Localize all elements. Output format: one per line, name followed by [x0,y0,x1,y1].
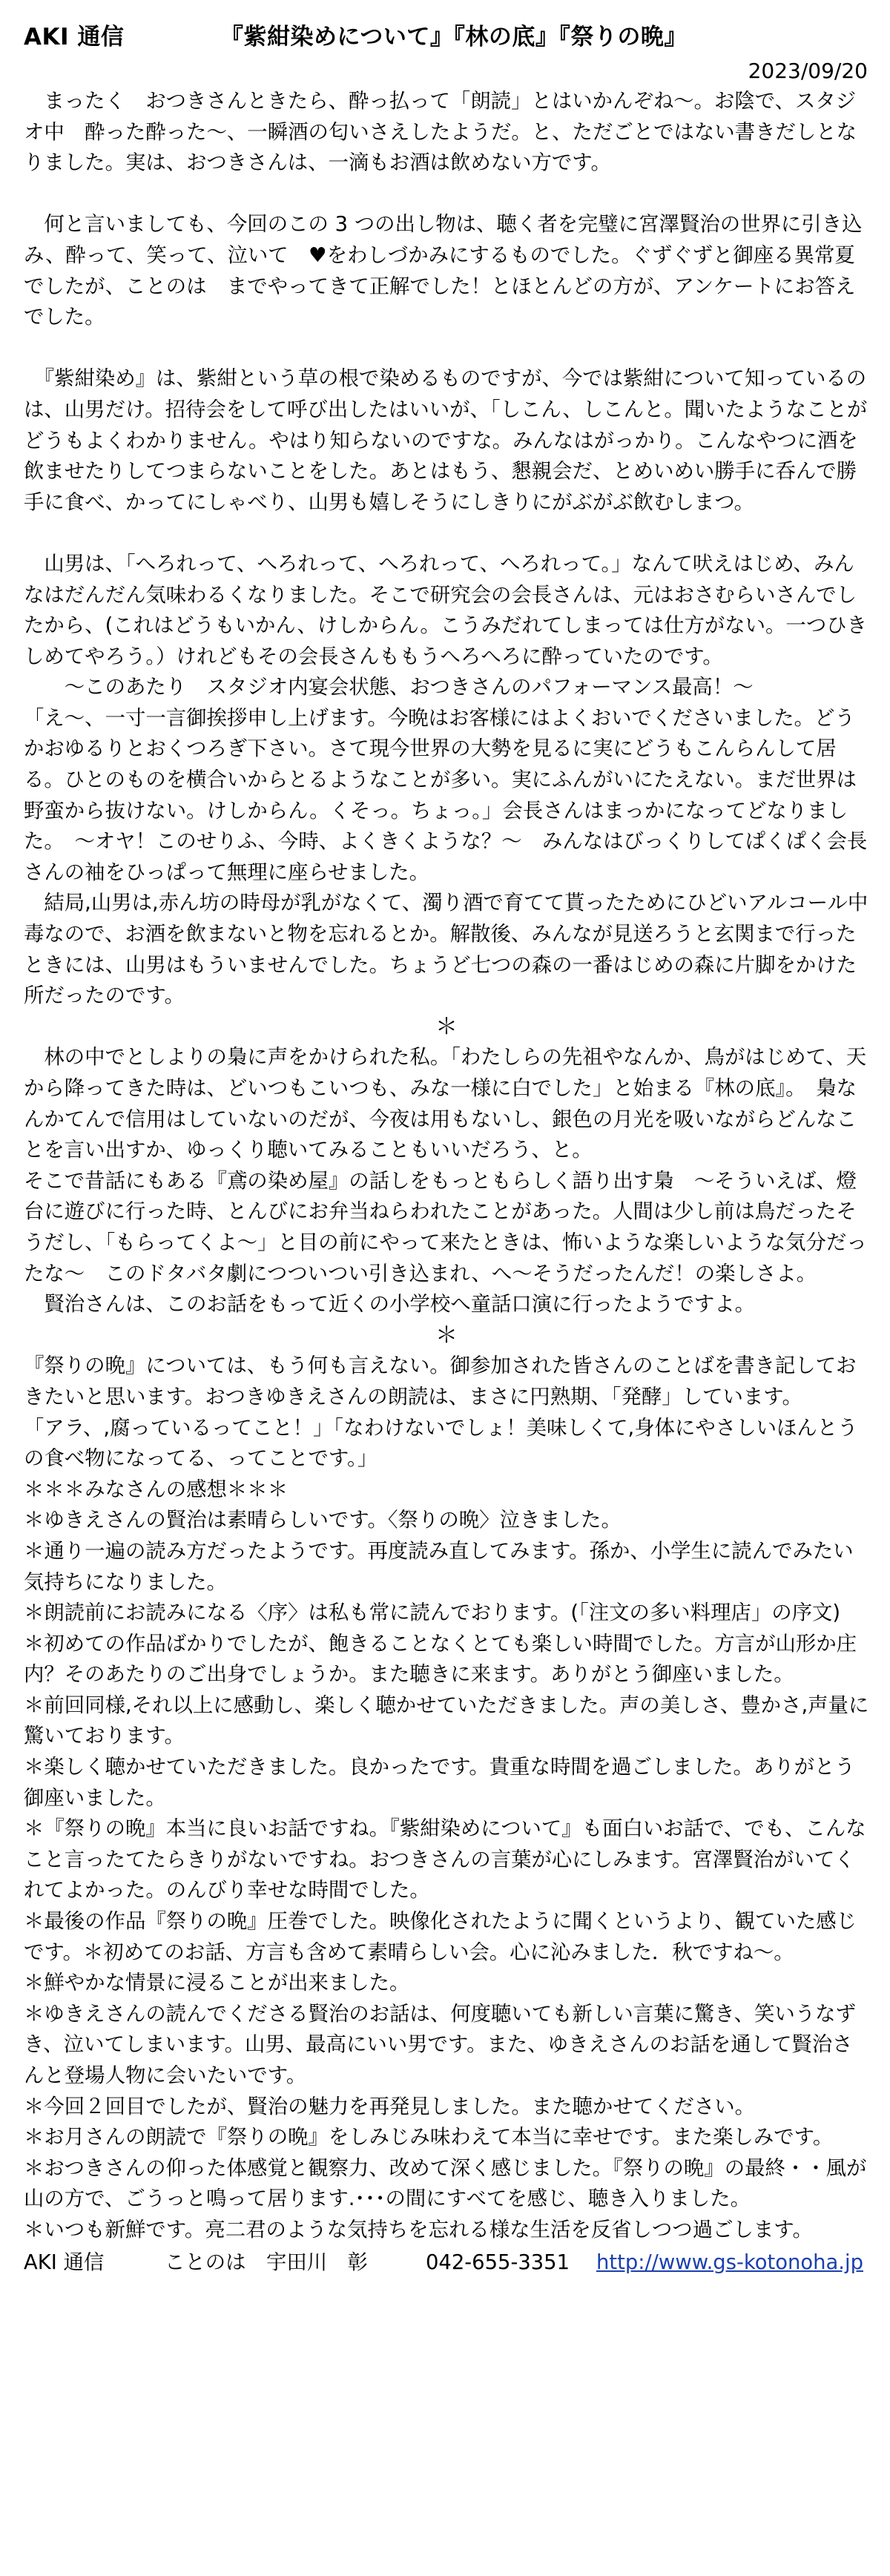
paragraph-kenji-school: 賢治さんは、このお話をもって近くの小学校へ童話口演に行ったようですよ。 [24,1293,756,1317]
paragraph-shikonzome: 『紫紺染め』は、紫紺という草の根で染めるものですが、今では紫紺について知っているのは、山男だけ。招待会をして呼び出したはいいが、「しこん、しこんと。聞いたようなことがどうもよくわかりません。やはり知らないのですな。みんなはがっかり。こんなやつに酒を飲ませたりしてつまらないことをした。あとはもう、懇親会だ、とめいめい勝手に呑んで勝手に食べ、かってにしゃべり、山男も嬉しそうにしきりにがぶがぶ飲むしまつ。 [24,367,868,514]
newsletter-title: 『紫紺染めについて』『林の底』『祭りの晩』 [220,24,688,50]
issue-date: 2023/09/20 [748,59,868,83]
paragraph-conclusion: 結局,山男は,赤ん坊の時母が乳がなくて、濁り酒で育てて貰ったためにひどいアルコール中毒なので、お酒を飲まないと物を忘れるとか。解散後、みんなが見送ろうと玄関まで行ったときには、山男はもういませんでした。ちょうど七つの森の一番はじめの森に片脚をかけた所だったのです。 [24,892,868,1008]
impression-item: ＊通り一遍の読み方だったようです。再度読み直してみます。孫か、小学生に読んでみたい気持ちになりました。 [24,1539,854,1594]
paragraph-quote: 「アラ、,腐っているってこと！」「なわけないでしょ！美味しくて,身体にやさしいほんとうの食べ物になってる、ってことです。」 [24,1416,858,1471]
paragraph-hayashi-no-soko: 林の中でとしよりの梟に声をかけられた私。「わたしらの先祖やなんか、鳥がはじめて、天から降ってきた時は、どいつもこいつも、みな一様に白でした」と始まる『林の底』。 梟なんかてんで信用はしていないのだが、今夜は用もないし、銀色の月光を吸いながらどんなことを言い出すか、ゆっくり聴いてみることもいいだろう、と。 [24,1046,867,1162]
impression-item: ＊ゆきえさんの読んでくださる賢治のお話は、何度聴いても新しい言葉に驚き、笑いうなずき、泣いてしまいます。山男、最高にいい男です。また、ゆきえさんのお話を通して賢治さんと登場人物に会いたいです。 [24,2002,856,2087]
impression-item: ＊ゆきえさんの賢治は素晴らしいです。〈祭りの晩〉泣きました。 [24,1509,622,1532]
footer-org: AKI 通信 [24,2250,105,2274]
impressions-heading: ＊＊＊みなさんの感想＊＊＊ [24,1478,289,1501]
impression-item: ＊『祭りの晩』本当に良いお話ですね。『紫紺染めについて』も面白いお話で、でも、こんなこと言ったてたらきりがないですね。おつきさんの言葉が心にしみます。宮澤賢治がいてくれてよかった。のんびり幸せな時間でした。 [24,1817,866,1903]
paragraph-studio-note: 〜このあたり スタジオ内宴会状態、おつきさんのパフォーマンス最高！〜 [24,676,754,699]
impression-item: ＊今回２回目でしたが、賢治の魅力を再発見しました。また聴かせてください。 [24,2095,756,2118]
paragraph-yamaotoko: 山男は、「へろれって、へろれって、へろれって、へろれって。」なんて吠えはじめ、みんなはだんだん気味わるくなりました。そこで研究会の会長さんは、元はおさむらいさんでしたから、(これはどうもいかん、けしからん。こうみだれてしまっては仕方がない。一つひきしめてやろう。）けれどもその会長さんももうへろへろに酔っていたのです。 [24,552,867,668]
impression-item: ＊楽しく聴かせていただきました。良かったです。貴重な時間を過ごしました。ありがとう御座いました。 [24,1756,855,1810]
paragraph-intro: まったく おつきさんときたら、酔っ払って「朗読」とはいかんぞね〜。お陰で、スタジオ中 酔った酔った〜、一瞬酒の匂いさえしたようだ。と、ただごとではない書きだしとなりました。実は、おつきさんは、一滴もお酒は飲めない方です。 [24,90,857,175]
section-divider: ＊ [435,1013,458,1040]
impression-item: ＊いつも新鮮です。亮二君のような気持ちを忘れる様な生活を反省しつつ過ごします。 [24,2218,813,2241]
newsletter-footer [24,2246,869,2280]
footer-publisher: ことのは 宇田川 彰 [165,2250,368,2274]
impression-item: ＊お月さんの朗読で『祭りの晩』をしみじみ味わえて本当に幸せです。また楽しみです。 [24,2126,834,2150]
footer-website-link[interactable]: http://www.gs-kotonoha.jp [596,2250,863,2274]
impression-item: ＊おつきさんの仰った体感覚と観察力、改めて深く感じました。『祭りの晩』の最終・・風が山の方で、ごうっと鳴って居ります.･･･の間にすべてを感じ、聴き入りました。 [24,2156,867,2211]
newsletter-header [24,10,869,56]
paragraph-chairman-speech: 「え〜、一寸一言御挨拶申し上げます。今晩はお客様にはよくおいでくださいました。どうかおゆるりとおくつろぎ下さい。さて現今世界の大勢を見るに実にどうもこんらんして居る。ひとのものを横合いからとるようなことが多い。実にふんがいにたえない。まだ世界は野蛮から抜けない。けしからん。くそっ。ちょっ。」会長さんはまっかになってどなりました。 〜オヤ！このせりふ、今時、よくきくような？〜 みんなはびっくりしてぱくぱく会長さんの袖をひっぱって無理に座らせました。 [24,706,868,884]
newsletter-page [24,10,869,2280]
paragraph-matsuri-no-ban: 『祭りの晩』については、もう何も言えない。御参加された皆さんのことばを書き記しておきたいと思います。おつきゆきえさんの朗読は、まさに円熟期、「発酵」しています。 [24,1354,857,1409]
impression-item: ＊初めての作品ばかりでしたが、飽きることなくとても楽しい時間でした。方言が山形か庄内？そのあたりのご出身でしょうか。また聴きに来ます。ありがとう御座いました。 [24,1632,857,1687]
impression-item: ＊前回同様,それ以上に感動し、楽しく聴かせていただきました。声の美しさ、豊かさ,声量に驚いております。 [24,1693,869,1748]
impression-item: ＊朗読前にお読みになる〈序〉は私も常に読んでおります。(「注文の多い料理店」の序文) [24,1601,841,1625]
section-divider: ＊ [435,1322,458,1348]
impression-item: ＊鮮やかな情景に浸ることが出来ました。 [24,1971,410,1995]
article-body [24,86,869,2246]
impression-item: ＊最後の作品『祭りの晩』圧巻でした。映像化されたように聞くというより、観ていた感じです。＊初めてのお話、方言も含めて素晴らしい会。心に沁みました．秋ですね〜。 [24,1910,857,1964]
heart-icon: ♥ [309,243,327,267]
paragraph-tobi: そこで昔話にもある『鳶の染め屋』の話しをもっともらしく語り出す梟 〜そういえば、燈台に遊びに行った時、とんびにお弁当ねらわれたことがあった。人間は少し前は鳥だったそうだし、「もらってくよ〜」と目の前にやって来たときは、怖いような楽しいような気分だったな〜 このドタバタ劇につついつい引き込まれ、へ〜そうだったんだ！の楽しさよ。 [24,1169,867,1285]
paragraph-overview: 何と言いましても、今回のこの 3 つの出し物は、聴く者を完璧に宮澤賢治の世界に引き込み、酔って、笑って、泣いて ♥をわしづかみにするものでした。ぐずぐずと御座る異常夏でしたが、ことのは までやってきて正解でした！とほとんどの方が、アンケートにお答えでした。 [24,213,863,329]
impressions-list [24,1505,869,2245]
footer-phone: 042-655-3351 [426,2250,570,2274]
newsletter-org: AKI 通信 [24,24,125,50]
